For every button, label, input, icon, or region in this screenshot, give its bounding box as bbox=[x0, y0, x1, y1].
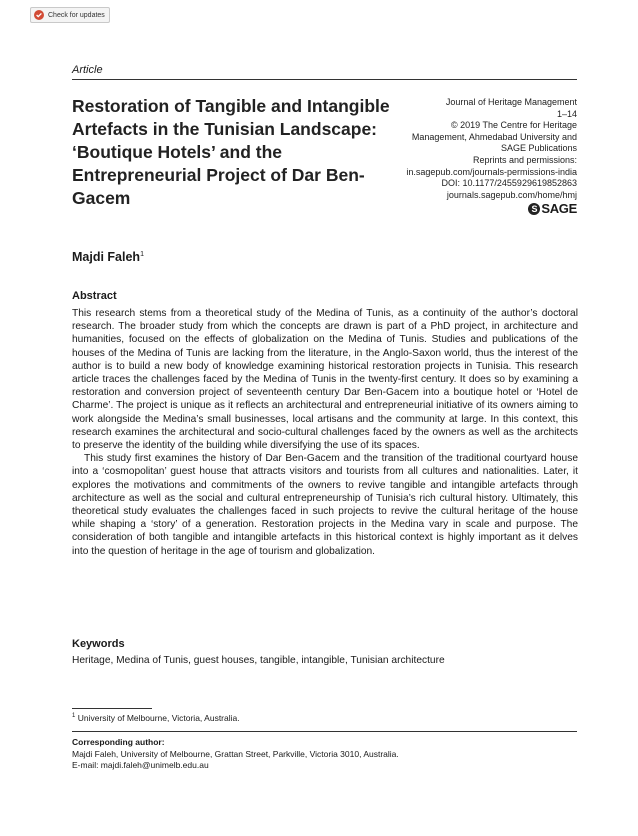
reprints-link[interactable]: in.sagepub.com/journals-permissions-india bbox=[406, 166, 577, 177]
update-check-icon bbox=[34, 10, 44, 20]
copyright-line-3: SAGE Publications bbox=[500, 143, 577, 154]
copyright-line-2: Management, Ahmedabad University and bbox=[411, 131, 577, 142]
abstract-paragraph-1: This research stems from a theoretical study of the Medina of Tunis, as a continuity of the author’s doctoral research. The broader study from which the concepts are drawn is part of a PhD project, in architecture and humanities, focused on the effects of globalization on the Medina of Tunis. Studies and publications of the houses of the Medina of Tunis are lacking from the literature, in the Anglo-Saxon world, thus the interest of the author is to build a new body of knowledge examining historical restoration projects in Tunisia. This research article traces the challenges faced by the Medina of Tunis in the twenty-first century. It does so by examining a restoration and conversion project of seventeenth century Dar Ben-Gacem into a boutique hotel or ‘Hotel de Charme’. The project is unique as it reflects an architectural and entrepreneurial initiative of its owners aiming to work alongside the Medina’s small businesses, local artisans and the community at large. In this context, this research examines the architectural and socio-cultural challenges faced by the owners as well as the architects to preserve the identity of the building while diversifying the use of its spaces. bbox=[72, 308, 578, 452]
author-name-text: Majdi Faleh bbox=[72, 250, 141, 264]
publisher-logo bbox=[528, 201, 577, 216]
section-label: Article bbox=[72, 64, 103, 76]
footnote-text: University of Melbourne, Victoria, Australia. bbox=[77, 713, 240, 723]
publisher-name: SAGE bbox=[541, 201, 577, 216]
header-divider bbox=[72, 79, 577, 80]
sage-logo-icon: S bbox=[528, 203, 540, 215]
journal-home-link[interactable]: journals.sagepub.com/home/hmj bbox=[446, 189, 577, 200]
journal-info bbox=[337, 97, 577, 201]
reprints-label: Reprints and permissions: bbox=[472, 154, 577, 165]
footnote-mark: 1 bbox=[72, 713, 76, 720]
keywords-list: Heritage, Medina of Tunis, guest houses, tangible, intangible, Tunisian architecture bbox=[72, 655, 445, 666]
journal-pages: 1–14 bbox=[556, 108, 577, 119]
footnote-divider bbox=[72, 708, 152, 709]
corresponding-address: Majdi Faleh, University of Melbourne, Grattan Street, Parkville, Victoria 3010, Australia. bbox=[72, 748, 399, 759]
check-for-updates-badge[interactable] bbox=[30, 7, 110, 23]
affiliation-footnote bbox=[72, 713, 240, 723]
abstract-body bbox=[72, 307, 578, 558]
badge-label: Check for updates bbox=[48, 11, 105, 19]
copyright-line-1: © 2019 The Centre for Heritage bbox=[450, 120, 577, 131]
corresponding-author bbox=[72, 737, 399, 772]
corresponding-email[interactable]: E-mail: majdi.faleh@unimelb.edu.au bbox=[72, 760, 209, 770]
author-name bbox=[72, 250, 144, 264]
doi[interactable]: DOI: 10.1177/2455929619852863 bbox=[441, 178, 577, 189]
journal-name: Journal of Heritage Management bbox=[445, 97, 577, 107]
abstract-heading: Abstract bbox=[72, 290, 117, 302]
article-title: Restoration of Tangible and Intangible Artefacts in the Tunisian Landscape: ‘Boutique Hotels’ and the Entrepreneurial Project of Dar Ben-Gacem bbox=[72, 96, 390, 208]
corresponding-heading: Corresponding author: bbox=[72, 737, 165, 747]
footer-divider bbox=[72, 731, 577, 732]
keywords-heading: Keywords bbox=[72, 638, 125, 650]
author-affiliation-mark: 1 bbox=[140, 250, 144, 258]
abstract-paragraph-2: This study first examines the history of Dar Ben-Gacem and the transition of the traditional courtyard house into a ‘cosmopolitan’ guest house that attracts visitors and tourists from all cultures and nationalities. Later, it explores the motivations and commitments of the owners to revive tangible and intangible artefacts through architecture as well as the social and cultural entrepreneurship of Tunisia’s rich cultural history. Ultimately, this theoretical study evaluates the challenges faced in such projects to revive the cultural heritage of the house while shaping a ‘story’ of a generation. Restoration projects in the Medina vary in scale and purpose. The consideration of both tangible and intangible artefacts in this historical context is highly important as it delves into the question of heritage in the age of tourism and globalization. bbox=[72, 453, 578, 557]
